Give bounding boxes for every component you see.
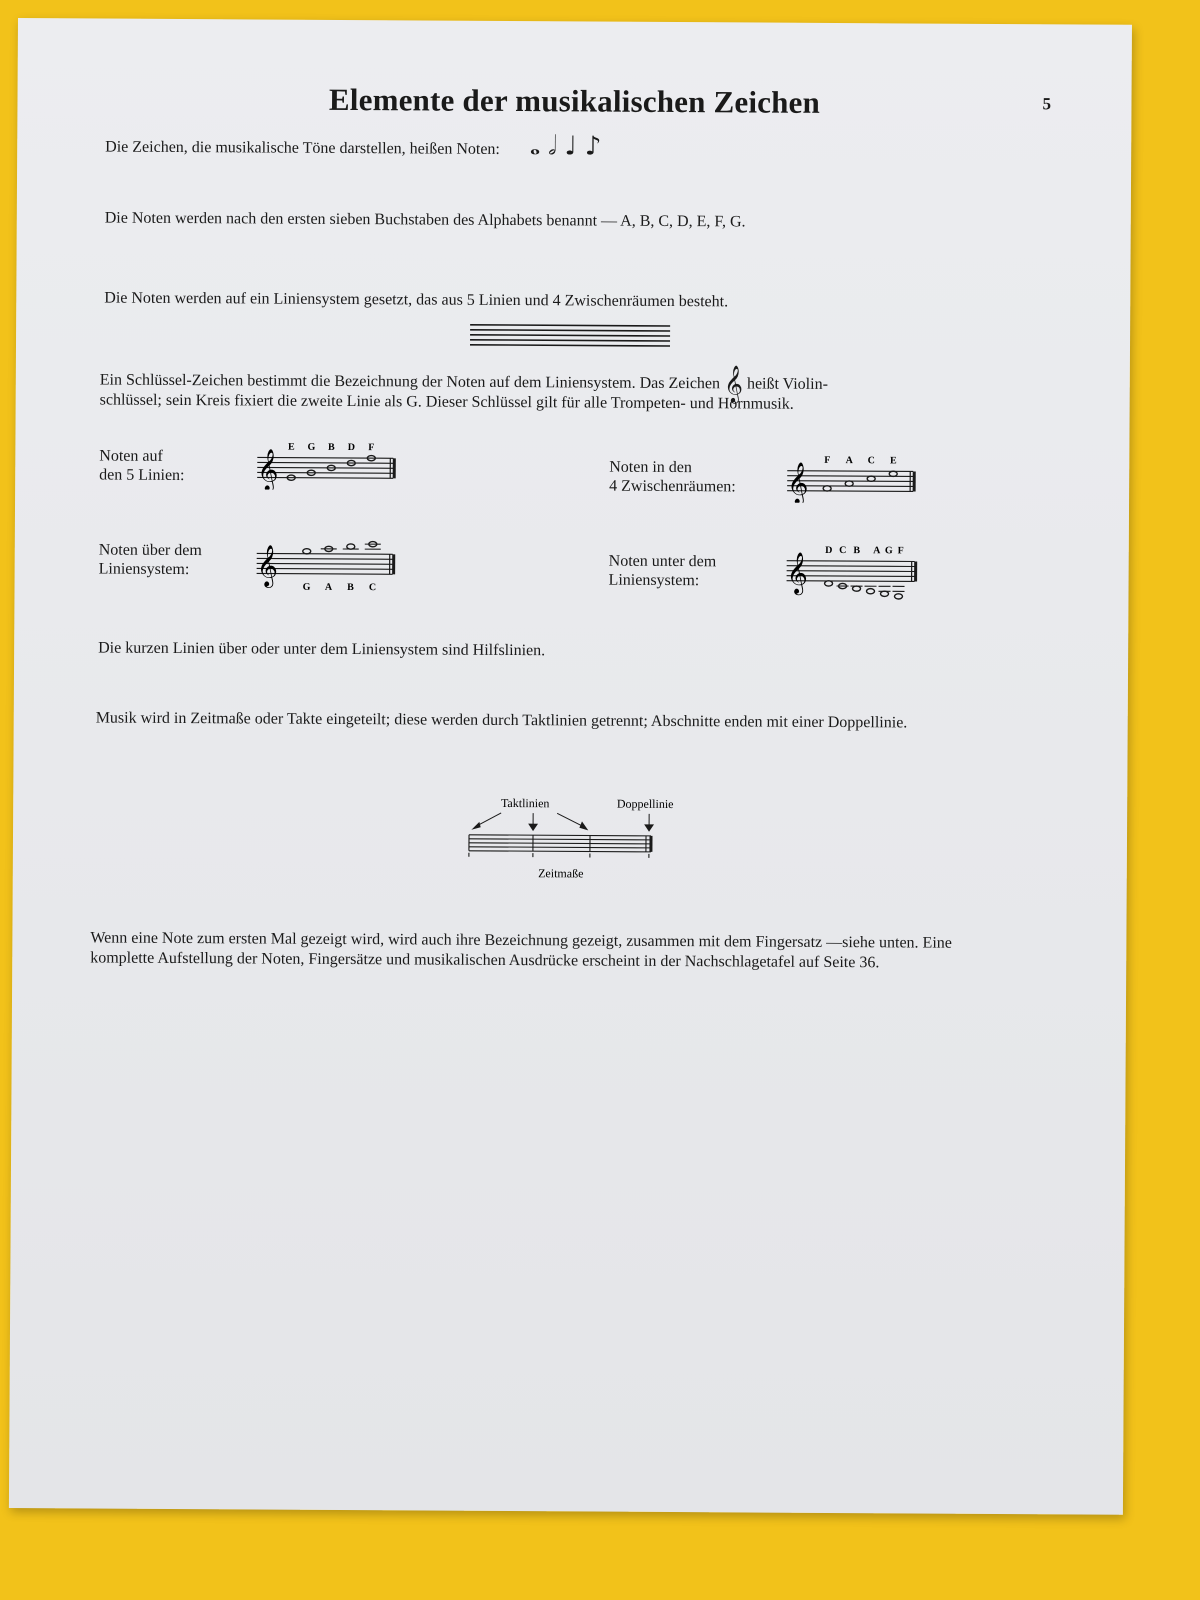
note-letter: A [873, 545, 881, 557]
zeitmasse-label: Zeitmaße [538, 866, 584, 881]
note-letter: C [867, 455, 875, 467]
example-above-label-1: Noten über dem [98, 541, 202, 560]
note-letter: E [288, 441, 295, 453]
treble-clef-icon: 𝄞 [723, 364, 744, 403]
note-letter: F [897, 545, 904, 557]
page-title: Elemente der musikalischen Zeichen [328, 81, 821, 120]
alphabet-paragraph: Die Noten werden nach den ersten sieben Buchstaben des Alphabets benannt — A, B, C, D, E, F, G. [104, 209, 746, 231]
example-below-label-2: Liniensystem: [608, 571, 700, 590]
note-letter: D [347, 442, 356, 454]
example-lines-staff [253, 437, 403, 490]
bars-paragraph: Musik wird in Zeitmaße oder Takte eingeteilt; diese werden durch Taktlinien getrennt; Abschnitte enden mit einer Doppellinie. [95, 709, 908, 732]
note-letter: B [347, 582, 354, 594]
treble-clef-icon: 𝄞 [787, 462, 809, 504]
example-spaces-label-1: Noten in den [609, 458, 692, 477]
example-below-label [609, 552, 717, 591]
note-letter: B [853, 545, 861, 557]
example-spaces-label-2: 4 Zwischenräumen: [609, 477, 736, 496]
example-below-label-1: Noten unter dem [608, 552, 717, 571]
example-above-label-2: Liniensystem: [98, 560, 190, 579]
example-lines-label-1: Noten auf [99, 447, 163, 465]
clef-text-part1: Ein Schlüssel-Zeichen bestimmt die Bezeichnung der Noten auf dem Liniensystem. Das Zeichen [99, 371, 721, 393]
clef-text-part3: schlüssel; sein Kreis fixiert die zweite Linie als G. Dieser Schlüssel gilt für alle Trompeten- und Hornmusik. [99, 391, 794, 413]
example-spaces-label [609, 458, 736, 497]
treble-clef-icon: 𝄞 [256, 545, 279, 587]
note-letter: G [884, 545, 893, 557]
example-below-staff [782, 541, 922, 606]
note-letter: D [825, 544, 833, 556]
note-letter: C [839, 545, 847, 557]
doppellinie-label: Doppellinie [616, 796, 674, 812]
staff-illustration [468, 321, 672, 352]
note-letter: G [307, 441, 316, 453]
notes-intro-paragraph [105, 131, 610, 162]
note-letter: A [324, 581, 333, 593]
treble-clef-icon: 𝄞 [786, 552, 809, 594]
example-lines-label [99, 447, 185, 486]
notes-intro-text: Die Zeichen, die musikalische Töne darstellen, heißen Noten: [105, 138, 500, 158]
bar-lines-diagram [463, 791, 704, 892]
clef-text-part2: heißt Violin- [746, 375, 828, 393]
taktlinien-label: Taktlinien [500, 795, 550, 811]
book-page [9, 18, 1132, 1515]
note-letter: B [328, 441, 335, 453]
staff-paragraph: Die Noten werden auf ein Liniensystem gesetzt, das aus 5 Linien und 4 Zwischenräumen besteht. [104, 289, 729, 311]
note-letter: F [368, 442, 375, 454]
note-letter: E [889, 455, 897, 467]
ledger-lines-paragraph: Die kurzen Linien über oder unter dem Liniensystem sind Hilfslinien. [98, 639, 546, 660]
treble-clef-icon: 𝄞 [257, 449, 279, 491]
example-above-label [99, 541, 202, 580]
page-number: 5 [1042, 94, 1052, 114]
example-spaces-staff [783, 451, 921, 504]
clef-paragraph [99, 364, 1010, 417]
note-letter: C [368, 582, 377, 594]
note-letter: F [824, 454, 831, 466]
example-above-staff [252, 531, 402, 594]
example-lines-label-2: den 5 Linien: [99, 466, 185, 485]
note-letter: G [302, 581, 311, 593]
note-letter: A [845, 455, 853, 467]
fingering-paragraph: Wenn eine Note zum ersten Mal gezeigt wird, wird auch ihre Bezeichnung gezeigt, zusammen mit dem Fingersatz —siehe unten. Eine komplette Aufstellung der Noten, Fingersätze und musikalischen Ausdrücke erscheint in der Nachschlagetafel auf Seite 36. [90, 929, 952, 972]
note-symbols-icon: 𝅝𝅗𝅥♩♪ [529, 131, 610, 162]
